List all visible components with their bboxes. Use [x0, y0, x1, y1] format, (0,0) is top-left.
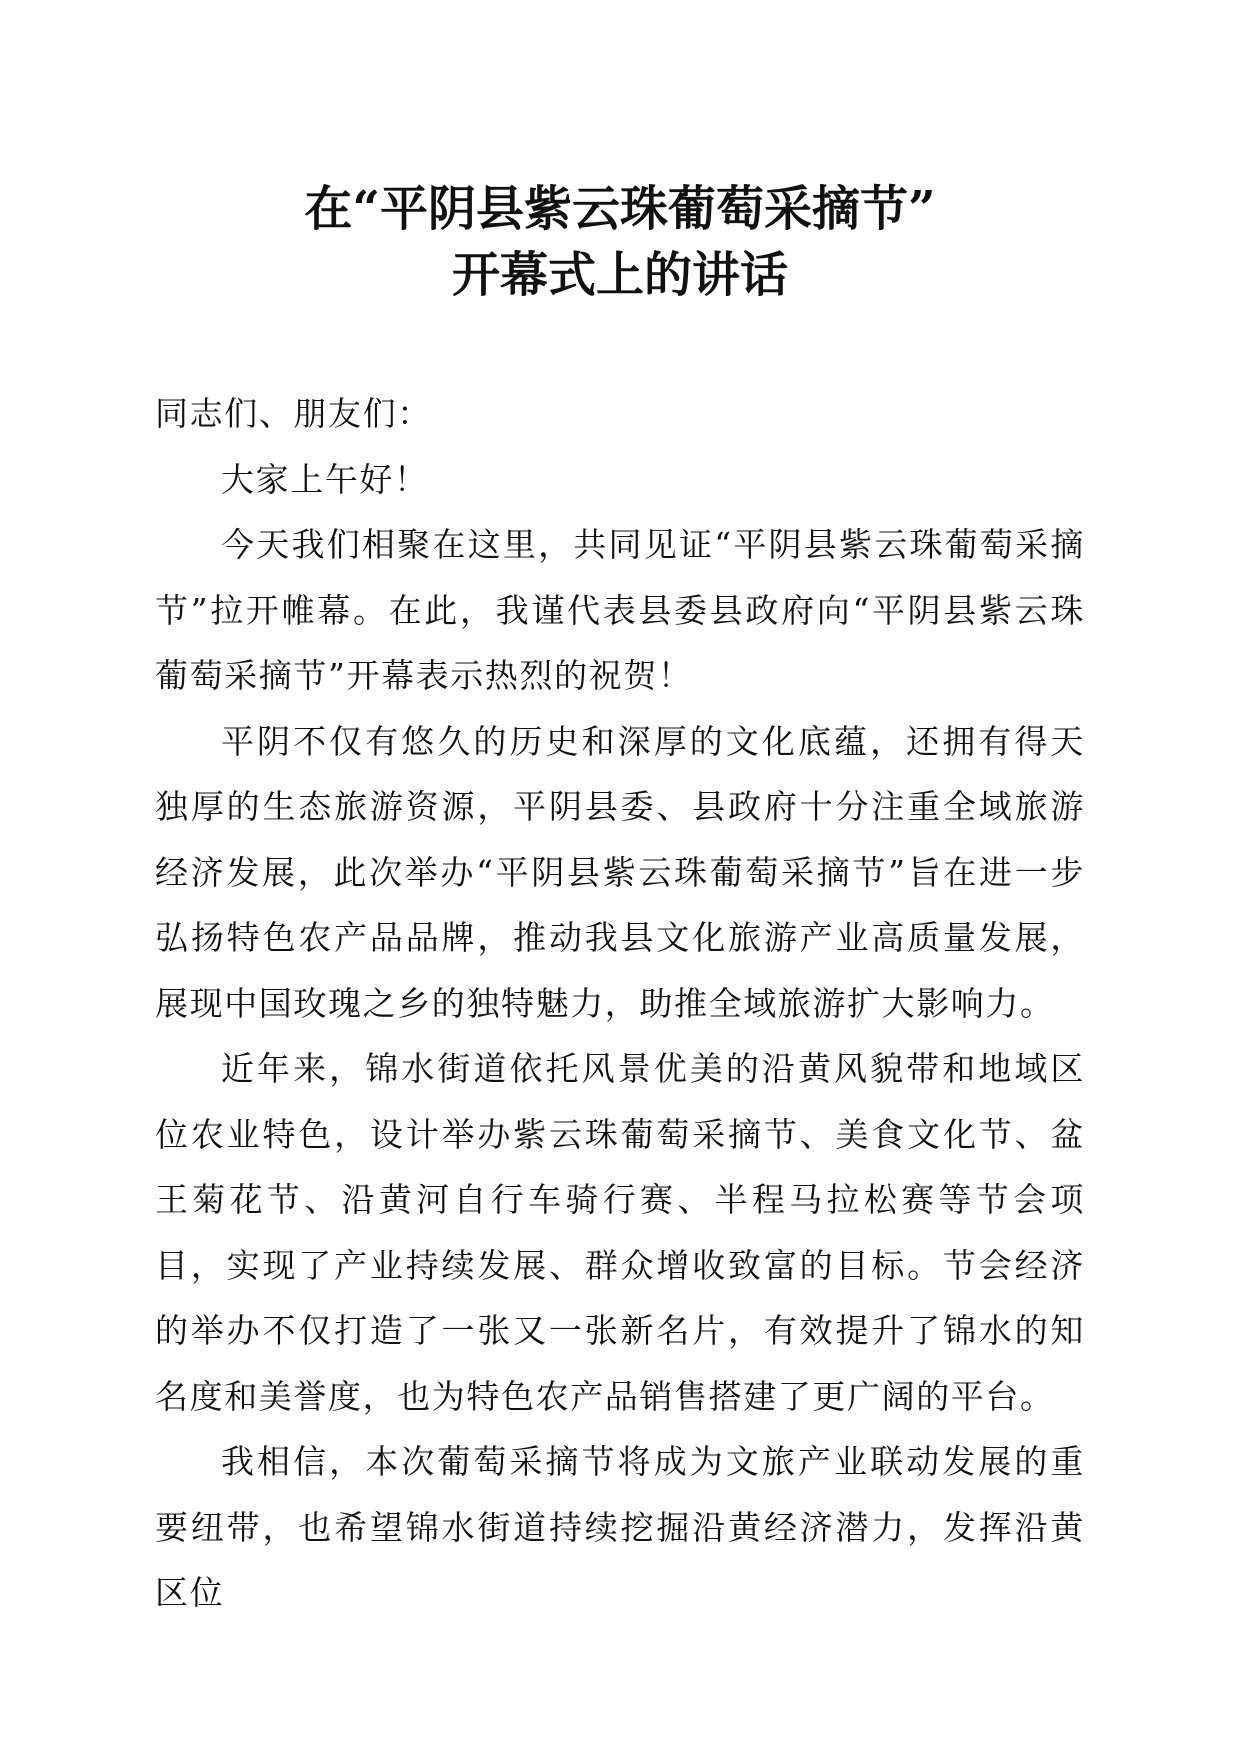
salutation: 同志们、朋友们：	[155, 394, 432, 433]
title-line-1: 在“平阴县紫云珠葡萄采摘节”	[304, 181, 936, 237]
paragraph-pingyin-tourism: 平阴不仅有悠久的历史和深厚的文化底蕴，还拥有得天独厚的生态旅游资源，平阴县委、县政府十分注重全域旅游经济发展，此次举办“平阴县紫云珠葡萄采摘节”旨在进一步弘扬特色农产品品牌，推动我县文化旅游产业高质量发展，展现中国玫瑰之乡的独特魅力，助推全域旅游扩大影响力。	[155, 721, 1085, 1023]
paragraph-jinshui-festivals: 近年来，锦水街道依托风景优美的沿黄风貌带和地域区位农业特色，设计举办紫云珠葡萄采摘节、美食文化节、盆王菊花节、沿黄河自行车骑行赛、半程马拉松赛等节会项目，实现了产业持续发展、群众增收致富的目标。节会经济的举办不仅打造了一张又一张新名片，有效提升了锦水的知名度和美誉度，也为特色农产品销售搭建了更广阔的平台。	[155, 1049, 1085, 1416]
paragraph-greeting: 大家上午好！	[221, 459, 429, 499]
title-line-2: 开幕式上的讲话	[451, 247, 788, 303]
document-title	[0, 176, 1240, 308]
paragraph-opening: 今天我们相聚在这里，共同见证“平阴县紫云珠葡萄采摘节”拉开帷幕。在此，我谨代表县委县政府向“平阴县紫云珠葡萄采摘节”开幕表示热烈的祝贺！	[155, 525, 1085, 695]
document-body	[155, 381, 1085, 1626]
paragraph-expectation: 我相信，本次葡萄采摘节将成为文旅产业联动发展的重要纽带，也希望锦水街道持续挖掘沿黄经济潜力，发挥沿黄区位	[155, 1442, 1085, 1612]
